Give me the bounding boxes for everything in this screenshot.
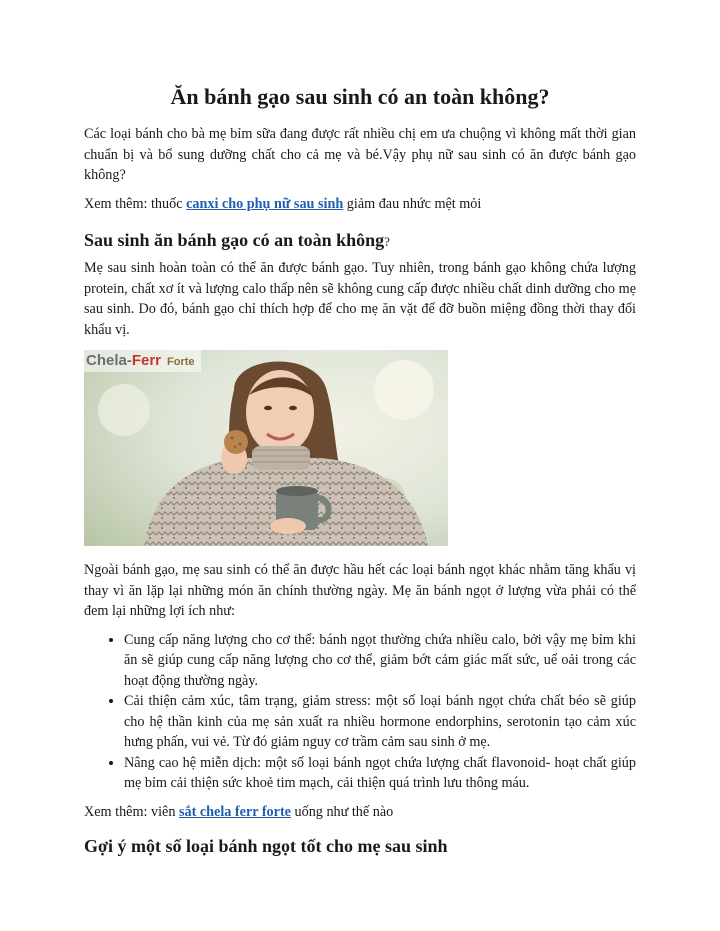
see-more-prefix: Xem thêm: viên xyxy=(84,803,179,820)
see-more-line-2 xyxy=(84,802,636,823)
iron-supplement-link[interactable]: sắt chela ferr forte xyxy=(178,803,291,820)
calcium-link[interactable]: canxi cho phụ nữ sau sinh xyxy=(186,195,344,212)
section-heading-text: Sau sinh ăn bánh gạo có an toàn không xyxy=(84,230,385,250)
section-heading-sweet-cakes: Gợi ý một số loại bánh ngọt tốt cho mẹ sau sinh xyxy=(84,836,448,856)
photo-illustration xyxy=(84,350,448,546)
see-more-suffix: giảm đau nhức mệt mỏi xyxy=(343,195,482,212)
benefits-list xyxy=(84,630,636,794)
see-more-prefix: Xem thêm: thuốc xyxy=(84,195,187,212)
section-heading-rice-cake xyxy=(84,228,636,254)
list-item: • Cải thiện cảm xúc, tâm trạng, giảm stress: một số loại bánh ngọt chứa chất béo sẽ giúp cho hệ thần kinh của mẹ sản xuất ra nhiều hormone endorphins, serotonin tạo cảm xúc hưng phấn, vui vẻ. Từ đó giảm nguy cơ trầm cảm sau sinh ở mẹ. xyxy=(124,691,636,753)
list-item: • Nâng cao hệ miễn dịch: một số loại bánh ngọt chứa lượng chất flavonoid- hoạt chất giúp mẹ bỉm cải thiện sức khoẻ tim mạch, cải thiện quá trình lưu thông máu. xyxy=(124,753,636,794)
section-paragraph: Mẹ sau sinh hoàn toàn có thể ăn được bánh gạo. Tuy nhiên, trong bánh gạo không chứa lượng protein, chất xơ ít và lượng calo thấp nên sẽ không cung cấp được nhiều chất dinh dưỡng cho mẹ sau sinh. Do đó, bánh gạo chỉ thích hợp để cho mẹ ăn vặt để đỡ buồn miệng đồng thời thay đổi khẩu vị. xyxy=(84,260,636,338)
see-more-line-1 xyxy=(84,194,636,215)
see-more-suffix: uống như thế nào xyxy=(290,803,394,820)
benefits-intro-paragraph: Ngoài bánh gạo, mẹ sau sinh có thể ăn được hầu hết các loại bánh ngọt khác nhằm tăng khẩu vị thay vì ăn lặp lại những món ăn chính thường ngày. Mẹ ăn bánh ngọt ở lượng vừa phải có thể đem lại những lợi ích như: xyxy=(84,562,636,619)
brand-logo: Chela-Ferr Forte xyxy=(84,350,201,372)
article xyxy=(84,82,636,862)
woman-eating-cookie-image xyxy=(84,350,448,546)
intro-paragraph: Các loại bánh cho bà mẹ bỉm sữa đang được rất nhiều chị em ưa chuộng vì không mất thời gian chuẩn bị và bổ sung dưỡng chất cho cả mẹ và bé.Vậy phụ nữ sau sinh có ăn được bánh gạo không? xyxy=(84,126,636,183)
page-title: Ăn bánh gạo sau sinh có an toàn không? xyxy=(170,84,550,109)
list-item: • Cung cấp năng lượng cho cơ thể: bánh ngọt thường chứa nhiều calo, bởi vậy mẹ bỉm khi ăn sẽ giúp cung cấp năng lượng cho cơ thể, giảm bớt cảm giác mất sức, uể oải trong các hoạt động thường ngày. xyxy=(124,630,636,692)
section-heading-mark: ? xyxy=(384,234,390,249)
